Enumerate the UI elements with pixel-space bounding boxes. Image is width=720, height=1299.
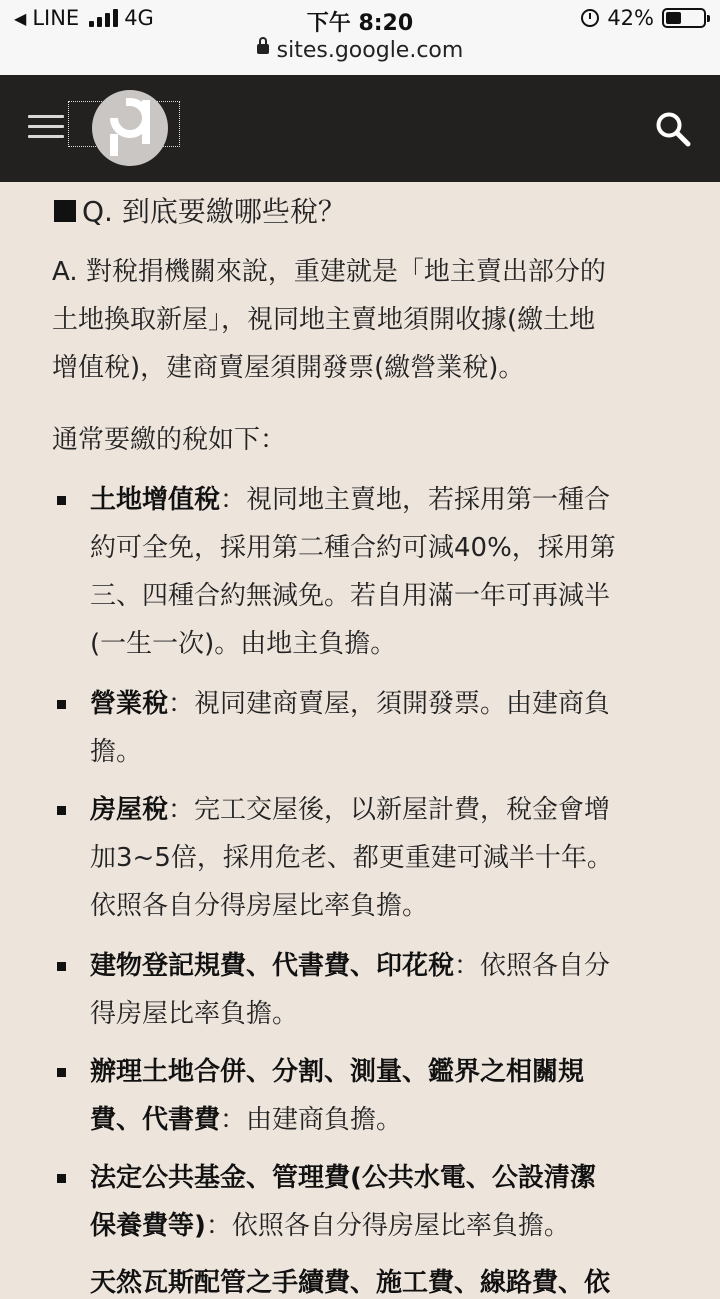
bullet-icon <box>57 496 66 505</box>
intro-text: 通常要繳的稅如下： <box>52 425 287 455</box>
bullet-icon <box>57 962 66 971</box>
bullet-icon <box>57 1174 66 1183</box>
status-time: 下午 8:20 <box>306 11 414 36</box>
status-right <box>581 6 706 30</box>
battery-icon <box>662 8 706 28</box>
carrier-label[interactable]: LINE <box>32 6 80 30</box>
question-heading: Q. 到底要繳哪些稅？ <box>54 190 346 230</box>
bullet-icon <box>57 1068 66 1077</box>
network-label: 4G <box>124 6 154 30</box>
logo-d-icon <box>92 90 168 166</box>
alarm-icon <box>581 9 599 27</box>
answer-paragraph <box>52 248 672 392</box>
url-bar[interactable] <box>0 38 720 63</box>
battery-fill <box>666 12 681 24</box>
bullet-icon <box>57 700 66 709</box>
lock-icon <box>257 44 269 54</box>
item-title: 法定公共基金、管理費(公共水電、公設清潔 <box>90 1163 596 1193</box>
item-title: 辦理土地合併、分割、測量、鑑界之相關規 <box>90 1057 585 1087</box>
back-to-app-icon[interactable]: ◀ <box>14 8 27 28</box>
cut-off-line: 天然瓦斯配管之手續費、施工費、線路費、依 <box>90 1268 611 1298</box>
square-bullet-icon <box>54 200 76 222</box>
search-icon[interactable] <box>654 110 692 148</box>
item-title: 建物登記規費、代書費、印花稅 <box>90 951 455 981</box>
answer-line: 增值稅)，建商賣屋須開發票(繳營業稅)。 <box>52 353 525 383</box>
answer-line: A. 對稅捐機關來說，重建就是「地主賣出部分的 <box>52 257 606 287</box>
battery-percent: 42% <box>607 6 654 30</box>
url-domain[interactable]: sites.google.com <box>276 38 464 63</box>
status-bar <box>0 0 720 75</box>
bullet-icon <box>57 806 66 815</box>
menu-icon[interactable] <box>28 115 64 141</box>
item-title: 房屋稅 <box>90 795 169 825</box>
answer-line: 土地換取新屋」，視同地主賣地須開收據(繳土地 <box>52 305 596 335</box>
item-title: 營業稅 <box>90 689 169 719</box>
item-title: 土地增值稅 <box>90 485 221 515</box>
site-logo[interactable] <box>92 90 168 166</box>
